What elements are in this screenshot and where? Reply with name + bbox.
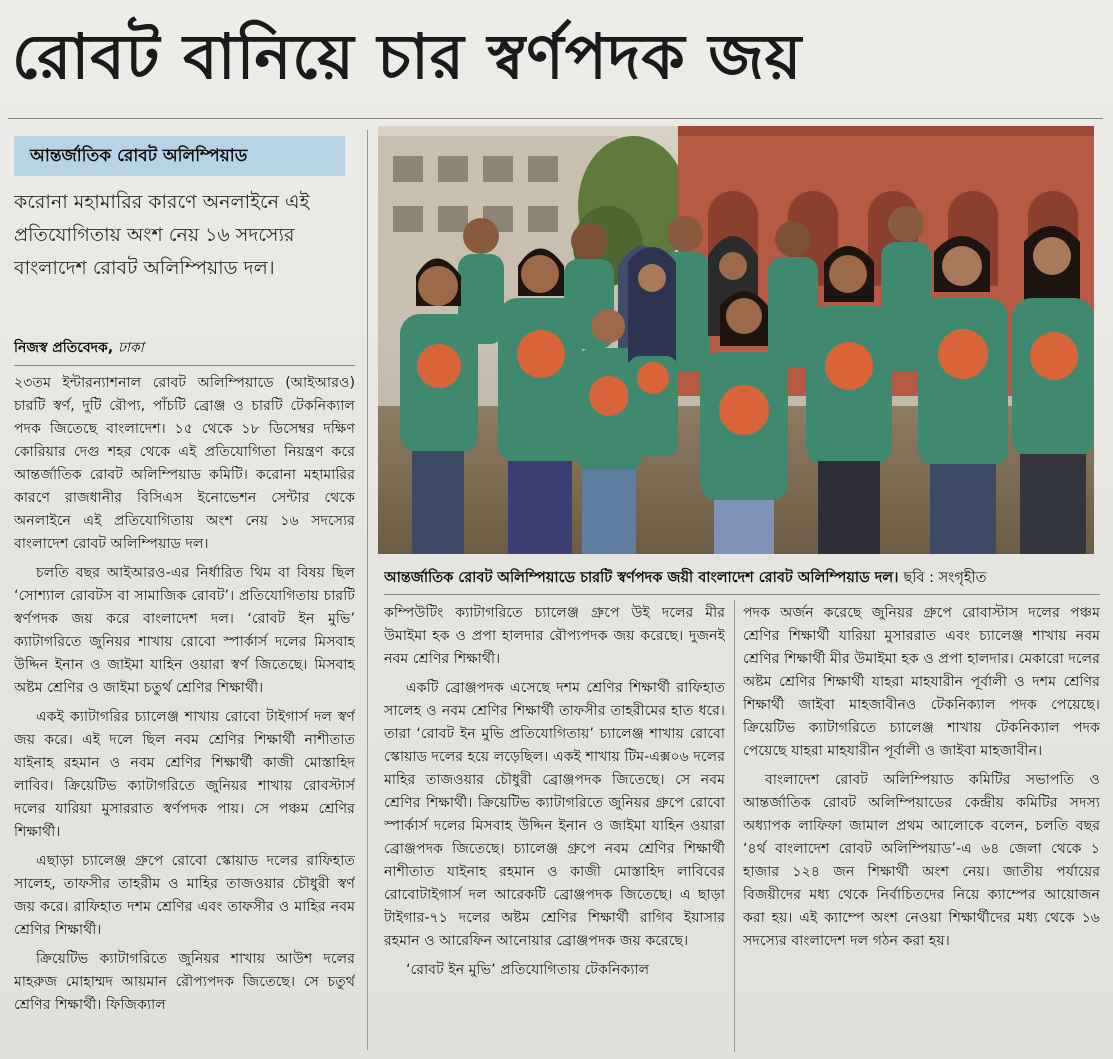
article-paragraph: কম্পিউটিং ক্যাটাগরিতে চ্যালেঞ্জ গ্রুপে উই দলের মীর উমাইমা হক ও প্রপা হালদার রৌপ্যপদক জয় করেছে। দুজনই নবম শ্রেণির শিক্ষার্থী। — [384, 605, 725, 667]
caption-rule — [384, 594, 1100, 595]
article-paragraph: একই ক্যাটাগরির চ্যালেঞ্জ শাখায় রোবো টাইগার্স দল স্বর্ণ জয় করে। এই দলে ছিল নবম শ্রেণির শিক্ষার্থী নাশীতাত যাইনাহ রহমান ও নবম শ্রেণির শিক্ষার্থী কাজী মোস্তাহিদ লাবিব। ক্রিয়েটিভ ক্যাটাগরিতে জুনিয়র শাখায় রোবস্টার্স দলের যারিয়া মুসাররাত স্বর্ণপদক পায়। সে পঞ্চম শ্রেণির শিক্ষার্থী। — [14, 709, 355, 840]
article-paragraph: বাংলাদেশ রোবট অলিম্পিয়াড কমিটির সভাপতি ও আন্তর্জাতিক রোবট অলিম্পিয়াডের কেন্দ্রীয় কমিটির সদস্য অধ্যাপক লাফিফা জামাল প্রথম আলোকে বলেন, চলতি বছর ‘৪র্থ বাংলাদেশ রোবট অলিম্পিয়াড’-এ ৬৪ জেলা থেকে ১ হাজার ১২৪ জন শিক্ষার্থী অংশ নেয়। জাতীয় পর্যায়ের বিজয়ীদের মধ্য থেকে নির্বাচিতদের নিয়ে ক্যাম্পের আয়োজন করা হয়। এই ক্যাম্পে অংশ নেওয়া শিক্ষার্থীদের মধ্য থেকে ১৬ সদস্যের বাংলাদেশ দল গঠন করা হয়। — [743, 772, 1100, 949]
article-paragraph: চলতি বছর আইআরও-এর নির্ধারিত থিম বা বিষয় ছিল ‘সোশ্যাল রোবটস বা সামাজিক রোবট’। প্রতিযোগিতায় চারটি স্বর্ণপদক জয় করে বাংলাদেশ দল। ‘রোবট ইন মুভি’ ক্যাটাগরিতে জুনিয়র শাখায় রোবো স্পার্কার্স দলের মিসবাহ উদ্দিন ইনান ও জাইমা যাহিন ওয়ারা স্বর্ণ জিতেছে। মিসবাহ অষ্টম শ্রেণির ও জাইমা চতুর্থ শ্রেণির শিক্ষার্থী। — [14, 565, 355, 696]
byline-city: ঢাকা — [118, 340, 144, 356]
article-column-3 — [743, 602, 1100, 1052]
article-column-2 — [384, 602, 725, 1052]
article-paragraph: ২৩তম ইন্টারন্যাশনাল রোবট অলিম্পিয়াডে (আইআরও) চারটি স্বর্ণ, দুটি রৌপ্য, পাঁচটি ব্রোঞ্জ ও চারটি টেকনিক্যাল পদক জিতেছে বাংলাদেশ। ১৫ থেকে ১৮ ডিসেম্বর দক্ষিণ কোরিয়ার দেগু শহর থেকে এই প্রতিযোগিতা নিয়ন্ত্রণ করে আন্তর্জাতিক রোবট অলিম্পিয়াড কমিটি। করোনা মহামারির কারণে রাজধানীর বিসিএস ইনোভেশন সেন্টার থেকে অনলাইনে এই প্রতিযোগিতায় অংশ নেয় ১৬ সদস্যের বাংলাদেশ রোবট অলিম্পিয়াড দল। — [14, 375, 355, 552]
article-paragraph: একটি ব্রোঞ্জপদক এসেছে দশম শ্রেণির শিক্ষার্থী রাফিহাত সালেহ ও নবম শ্রেণির শিক্ষার্থী তাফসীর তাহরীমের হাত ধরে। তারা ‘রোবট ইন মুভি প্রতিযোগিতায়’ চ্যালেঞ্জ শাখায় রোবো স্কোয়াড দলের হয়ে লড়েছিল। একই শাখায় টিম-এক্স০৬ দলের মাহির তাজওয়ার চৌধুরী ব্রোঞ্জপদক জিতেছে। সে নবম শ্রেণির শিক্ষার্থী। ক্রিয়েটিভ ক্যাটাগরিতে জুনিয়র গ্রুপে রোবো স্পার্কার্স দলের মিসবাহ উদ্দিন ইনান ও জাইমা যাহিন ওয়ারা ব্রোঞ্জপদক জিতেছে। চ্যালেঞ্জ গ্রুপে নবম শ্রেণির শিক্ষার্থী নাশীতাত যাইনাহ রহমান ও কাজী মোস্তাহিদ লাবিবের রোবোটাইগার্স দল আরেকটি ব্রোঞ্জপদক জিতেছে। এ ছাড়া টাইগার-৭১ দলের অষ্টম শ্রেণির শিক্ষার্থী রাগিব ইয়াসার রহমান ও আরেফিন আনোয়ার ব্রোঞ্জপদক জয় করেছে। — [384, 680, 725, 949]
article-paragraph: ক্রিয়েটিভ ক্যাটাগরিতে জুনিয়র শাখায় আউশ দলের মাহরুজ মোহাম্মদ আয়মান রৌপ্যপদক জিতেছে। সে চতুর্থ শ্রেণির শিক্ষার্থী। ফিজিক্যাল — [14, 951, 355, 1013]
photo-caption — [384, 564, 1100, 592]
byline-rule — [14, 365, 355, 366]
caption-text: আন্তর্জাতিক রোবট অলিম্পিয়াডে চারটি স্বর্ণপদক জয়ী বাংলাদেশ রোবট অলিম্পিয়াড দল। — [384, 570, 899, 586]
column-divider-1 — [367, 130, 368, 1050]
team-photo — [378, 126, 1094, 554]
byline-reporter: নিজস্ব প্রতিবেদক — [14, 340, 108, 356]
headline-rule — [8, 118, 1103, 119]
photo-credit: ছবি : সংগৃহীত — [903, 570, 987, 586]
article-paragraph: এছাড়া চ্যালেঞ্জ গ্রুপে রোবো স্কোয়াড দলের রাফিহাত সালেহ, তাফসীর তাহরীম ও মাহির তাজওয়ার চৌধুরী স্বর্ণ জয় করে। রাফিহাত দশম শ্রেণির এবং তাফসীর ও মাহির নবম শ্রেণির শিক্ষার্থী। — [14, 853, 355, 938]
byline — [14, 337, 354, 359]
article-paragraph: ‘রোবট ইন মুভি’ প্রতিযোগিতায় টেকনিক্যাল — [406, 962, 650, 978]
column-divider-2 — [734, 600, 735, 1052]
article-paragraph: পদক অর্জন করেছে জুনিয়র গ্রুপে রোবাস্টাস দলের পঞ্চম শ্রেণির শিক্ষার্থী যারিয়া মুসাররাত এবং চ্যালেঞ্জ শাখায় নবম শ্রেণির শিক্ষার্থী মীর উমাইমা হক ও প্রপা হালদার। মেকারো দলের অষ্টম শ্রেণির শিক্ষার্থী যাহরা মাহযারীন পূর্বালী ও দশম শ্রেণির শিক্ষার্থী জাইবা মাহজাবীনও টেকনিক্যাল পদক পেয়েছে। ক্রিয়েটিভ ক্যাটাগরিতে চ্যালেঞ্জ শাখায় টেকনিক্যাল পদক পেয়েছে যাহরা মাহযারীন পূর্বালী ও জাইবা মাহজাবীন। — [743, 605, 1100, 759]
article-column-1 — [14, 372, 355, 1052]
headline: রোবট বানিয়ে চার স্বর্ণপদক জয় — [12, 20, 803, 93]
team-photo-illustration — [378, 126, 1094, 554]
byline-separator: , — [107, 340, 114, 356]
kicker-label: আন্তর্জাতিক রোবট অলিম্পিয়াড — [14, 136, 345, 176]
intro-text: করোনা মহামারির কারণে অনলাইনে এই প্রতিযোগিতায় অংশ নেয় ১৬ সদস্যের বাংলাদেশ রোবট অলিম্পিয়াড দল। — [14, 191, 310, 279]
